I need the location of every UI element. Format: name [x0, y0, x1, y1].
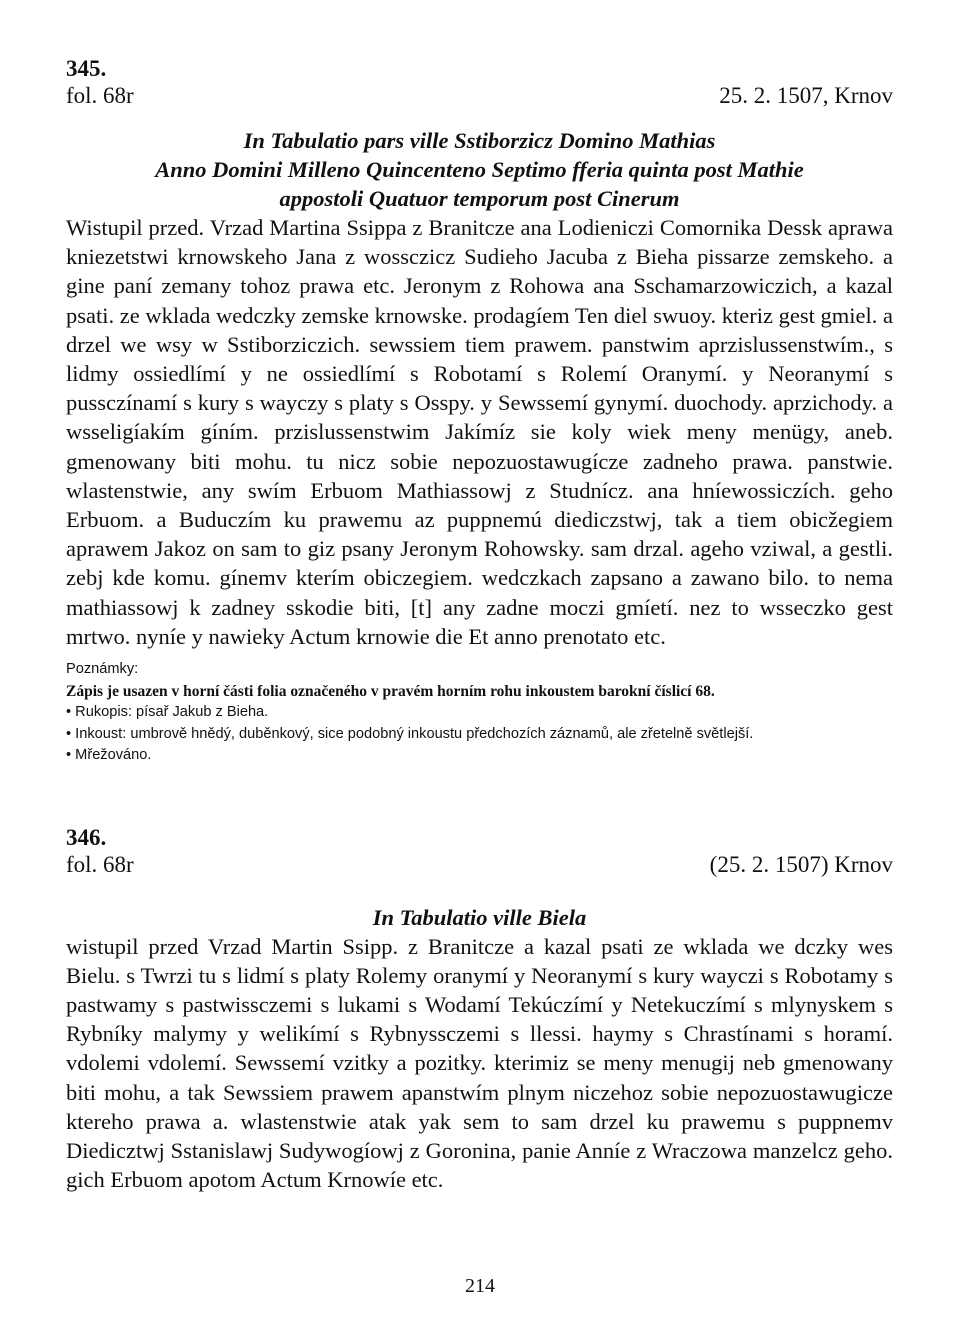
notes-title: Poznámky:	[66, 661, 139, 678]
entry-heading	[66, 126, 893, 213]
page-number: 214	[465, 1275, 495, 1297]
note-intro: Zápis je usazen v horní části folia označeného v pravém horním rohu inkoustem barokní číslicí 68.	[66, 682, 715, 700]
note-item: • Rukopis: písař Jakub z Bieha.	[66, 702, 893, 724]
entry-number: 346.	[66, 824, 107, 850]
entry-meta	[66, 82, 893, 110]
document-page	[66, 56, 893, 1194]
heading-line: In Tabulatio ville Biela	[372, 904, 587, 930]
note-item: • Mřežováno.	[66, 745, 893, 767]
entry-number: 345.	[66, 56, 107, 81]
notes	[66, 659, 893, 767]
folio: fol. 68r	[66, 83, 134, 108]
folio: fol. 68r	[66, 851, 134, 877]
entry-meta	[66, 851, 893, 879]
date-place: 25. 2. 1507, Krnov	[719, 83, 893, 108]
entry-text: Wistupil przed. Vrzad Martina Ssippa z Branitcze ana Lodieniczi Comornika Dessk aprawa kniezetstwi krnowskeho Jana z wossczicz Sudieho Jacuba z Bieha pissarze zemskeho. a gine paní zemany tohoz prawa etc. Jeronym z Rohowa ana Sschamarzowiczich, a kazal psati. ze wklada wedczky zemske krnowske. prodagíem Ten diel swuoy. kteriz gest gmiel. a drzel we wsy w Sstiborziczich. sewssiem tiem prawem. panstwim aprzislussenstwím., s lidmy ossiedlímí y ne ossiedlímí s Robotamí s Rolemí Oranymí. y Neoranymí s pussczínamí s kury s wayczy s platy s Osspy. y Sewssemí gynymí. duochody. aprzichody. a wsseligíakím gíním. przislussenstwim Jakímíz sie koly wiek meny menügy, aneb. gmenowany biti mohu. tu nicz sobie nepozuostawugícze zadneho prawa. panstwie. wlastenstwie, any swím Erbuom Mathiassowj z Studnícz. ana hníewossiczích. geho Erbuom. a Buduczím ku prawemu az puppnemú diediczstwj, tak a tiem obicžegiem aprawem Jakoz on sam to giz psany Jeronym Rohowsky. sam drzal. ageho vziwal, a gestli. zebj kde komu. gínemv kterím obiczegiem. wedczkach zapsano a zawano bilo. to nema mathiassowj k zadney sskodie biti, [t] any zadne moczi gmíetí. nez to wsseczko gest mrtwo. nyníe y nawieky Actum krnowie die Et anno prenotato etc.	[66, 215, 893, 649]
heading-line: appostoli Quatuor temporum post Cinerum	[279, 186, 680, 211]
entry-text: wistupil przed Vrzad Martin Ssipp. z Branitcze a kazal psati ze wklada we dczky wes Bielu. s Twrzi tu s lidmí s platy Rolemy oranymí y Neoranymí s kury wayczi s Robotamy s pastwamy s pastwissczemi s lukami s Wodamí Tekúczímí y Netekuczímí s mlynyskem s Rybníky malymy y welikímí s Rybnyssczemi s llessi. haymy s Chrastínami s horamí. vdolemi vdolemí. Sewssemí vzitky a pozitky. kterimiz se meny menugij neb gmenowany biti mohu, a tak Sewssiem prawem apanstwím plnym niczehoz sobie nepozuostawugicze ktereho prawa a. wlastenstwie atak yak sem to sam drzel ku prawemu s puppnemv Diedicztwj Sstanislawj Sudywogíowj z Goronina, panie Anníe z Wraczowa manzelcz geho. gich Erbuom apotom Actum Krnowíe etc.	[66, 933, 893, 1193]
heading-line: In Tabulatio pars ville Sstiborzicz Domino Mathias	[243, 128, 716, 153]
heading-line: Anno Domini Milleno Quincenteno Septimo fferia quinta post Mathie	[155, 157, 804, 182]
notes-list	[66, 702, 893, 767]
entry-heading	[66, 903, 893, 932]
note-item: • Inkoust: umbrově hnědý, duběnkový, sice podobný inkoustu předchozích záznamů, ale zřetelně světlejší.	[66, 724, 893, 746]
entry-345	[66, 56, 893, 767]
entry-346	[66, 825, 893, 1195]
date-place: (25. 2. 1507) Krnov	[709, 851, 893, 877]
